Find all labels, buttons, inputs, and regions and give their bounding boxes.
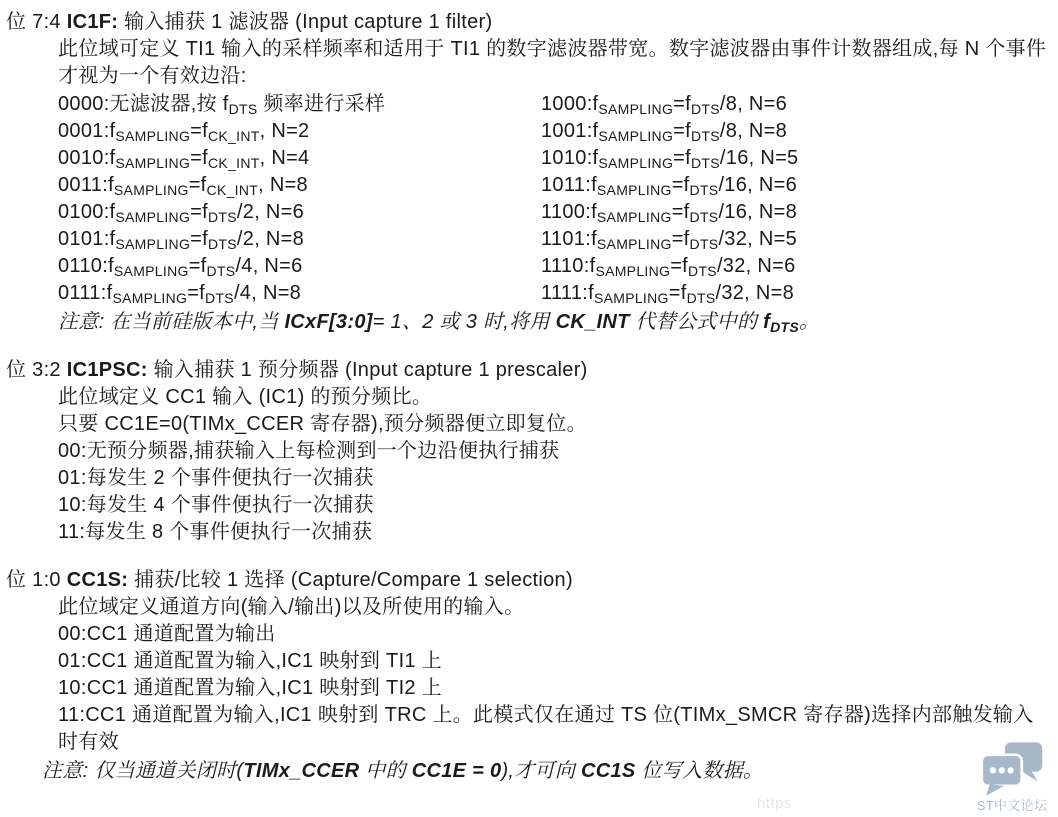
field-lines <box>58 594 1048 756</box>
detail-line: $1000:f_{SAMPLING}=f_{DTS}/8$, N=6 <box>541 93 788 117</box>
bitfield-header <box>6 357 1048 384</box>
detail-line: 0000:无滤波器,按 $f_{DTS}$ 频率进行采样 <box>58 93 386 117</box>
bit-range: 位 7:4 <box>6 11 61 33</box>
bitfield-body <box>58 36 1048 336</box>
bit-range: 位 3:2 <box>6 359 61 381</box>
faint-url-watermark: https <box>757 795 793 812</box>
detail-line: 只要 CC1E=0(TIMx_CCER 寄存器),预分频器便立即复位。 <box>58 413 587 435</box>
options-left-column <box>58 91 541 307</box>
detail-line: $0001:f_{SAMPLING}=f_{CK\_INT}$, N=2 <box>58 120 310 144</box>
detail-line: $1111:f_{SAMPLING}=f_{DTS}/32$, N=8 <box>541 282 795 306</box>
chat-bubbles-icon <box>980 741 1044 797</box>
detail-line: $1110:f_{SAMPLING}=f_{DTS}/32$, N=6 <box>541 255 796 279</box>
detail-line: 01:CC1 通道配置为输入,IC1 映射到 TI1 上 <box>58 650 443 672</box>
field-note: 注意: 仅当通道关闭时(TIMx_CCER 中的 CC1E = 0),才可向 CC1S 位写入数据。 <box>42 760 764 782</box>
detail-line: $1010:f_{SAMPLING}=f_{DTS}/16$, N=5 <box>541 147 799 171</box>
filter-options-table <box>58 91 1048 307</box>
detail-line: 01:每发生 2 个事件便执行一次捕获 <box>58 467 374 489</box>
detail-line: $0010:f_{SAMPLING}=f_{CK\_INT}$, N=4 <box>58 147 310 171</box>
options-right-column <box>541 91 1048 307</box>
field-title: 输入捕获 1 预分频器 (Input capture 1 prescaler) <box>153 359 588 381</box>
section-ic1f <box>6 9 1048 336</box>
bitfield-body <box>42 594 1048 785</box>
section-ic1psc <box>6 357 1048 546</box>
bitfield-header <box>6 9 1048 36</box>
field-name: CC1S: <box>66 569 129 591</box>
detail-line: 10:每发生 4 个事件便执行一次捕获 <box>58 494 374 516</box>
section-cc1s <box>6 567 1048 785</box>
field-name: IC1F: <box>66 11 119 33</box>
detail-line: 11:CC1 通道配置为输入,IC1 映射到 TRC 上。此模式仅在通过 TS 位(TIMx_SMCR 寄存器)选择内部触发输入时有效 <box>58 704 1034 753</box>
detail-line: $0101:f_{SAMPLING}=f_{DTS}/2$, N=8 <box>58 228 305 252</box>
field-name: IC1PSC: <box>66 359 148 381</box>
detail-line: $1001:f_{SAMPLING}=f_{DTS}/8$, N=8 <box>541 120 788 144</box>
detail-line: $0111:f_{SAMPLING}=f_{DTS}/4$, N=8 <box>58 282 302 306</box>
detail-line: $1011:f_{SAMPLING}=f_{DTS}/16$, N=6 <box>541 174 797 198</box>
detail-line: $0011:f_{SAMPLING}=f_{CK\_INT}$, N=8 <box>58 174 308 198</box>
watermark-label: ST中文论坛 <box>976 798 1048 813</box>
bitfield-header <box>6 567 1048 594</box>
bit-range: 位 1:0 <box>6 569 61 591</box>
field-description: 此位域可定义 TI1 输入的采样频率和适用于 TI1 的数字滤波器带宽。数字滤波器由事件计数器组成,每 N 个事件才视为一个有效边沿: <box>58 38 1047 87</box>
detail-line: 00:无预分频器,捕获输入上每检测到一个边沿便执行捕获 <box>58 440 560 462</box>
detail-line: $1100:f_{SAMPLING}=f_{DTS}/16$, N=8 <box>541 201 797 225</box>
detail-line: 此位域定义通道方向(输入/输出)以及所使用的输入。 <box>58 596 525 618</box>
detail-line: 00:CC1 通道配置为输出 <box>58 623 276 645</box>
field-title: 输入捕获 1 滤波器 (Input capture 1 filter) <box>124 11 493 33</box>
field-note: 注意: 在当前硅版本中,当 ICxF[3:0]= 1、2 或 3 时,将用 CK_INT 代替公式中的 $f_{DTS}$。 <box>58 311 820 335</box>
detail-line: $1101:f_{SAMPLING}=f_{DTS}/32$, N=5 <box>541 228 797 252</box>
bitfield-body <box>58 384 1048 546</box>
detail-line: 10:CC1 通道配置为输入,IC1 映射到 TI2 上 <box>58 677 443 699</box>
detail-line: 此位域定义 CC1 输入 (IC1) 的预分频比。 <box>58 386 433 408</box>
forum-watermark <box>970 741 1054 814</box>
detail-line: 11:每发生 8 个事件便执行一次捕获 <box>58 521 373 543</box>
detail-line: $0100:f_{SAMPLING}=f_{DTS}/2$, N=6 <box>58 201 305 225</box>
field-title: 捕获/比较 1 选择 (Capture/Compare 1 selection) <box>134 569 573 591</box>
detail-line: $0110:f_{SAMPLING}=f_{DTS}/4$, N=6 <box>58 255 303 279</box>
